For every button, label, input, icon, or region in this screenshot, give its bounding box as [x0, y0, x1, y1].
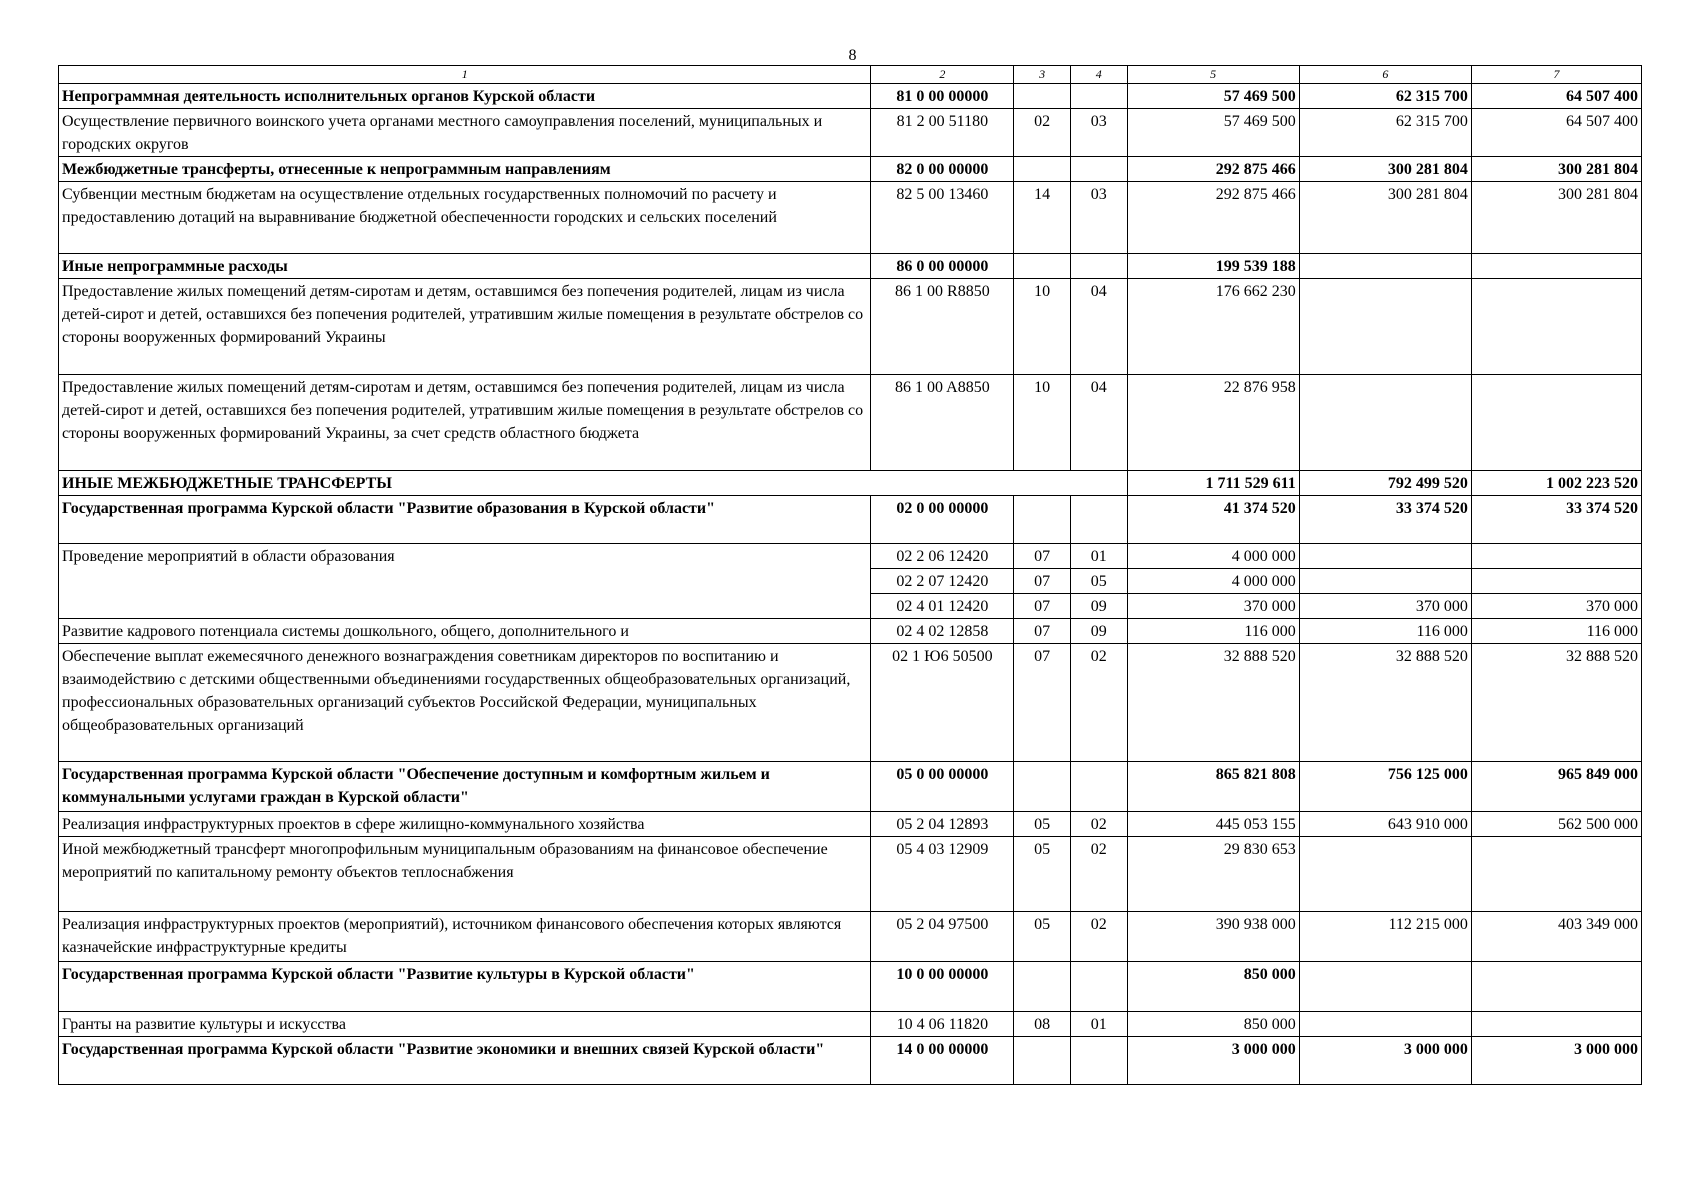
row-value-6: 756 125 000 — [1299, 762, 1471, 812]
row-subsection — [1070, 1037, 1127, 1085]
table-row — [59, 279, 1642, 375]
row-subsection: 02 — [1070, 812, 1127, 837]
row-value-5: 199 539 188 — [1127, 254, 1299, 279]
row-value-6: 300 281 804 — [1299, 157, 1471, 182]
table-row — [59, 1012, 1642, 1037]
row-code: 02 2 06 12420 — [871, 544, 1014, 569]
row-value-7: 300 281 804 — [1471, 157, 1641, 182]
row-section: 05 — [1014, 837, 1071, 912]
row-name: Государственная программа Курской области "Развитие экономики и внешних связей Курской области" — [59, 1037, 871, 1085]
row-value-7 — [1471, 962, 1641, 1012]
row-code: 86 0 00 00000 — [871, 254, 1014, 279]
row-section — [1014, 157, 1071, 182]
row-section — [1014, 496, 1071, 544]
row-subsection: 03 — [1070, 109, 1127, 157]
table-row — [59, 182, 1642, 254]
table-row — [59, 644, 1642, 762]
row-value-5: 22 876 958 — [1127, 375, 1299, 471]
table-row — [59, 619, 1642, 644]
row-subsection: 05 — [1070, 569, 1127, 594]
row-value-5: 292 875 466 — [1127, 182, 1299, 254]
row-subsection: 09 — [1070, 594, 1127, 619]
row-code: 10 0 00 00000 — [871, 962, 1014, 1012]
row-value-5: 370 000 — [1127, 594, 1299, 619]
budget-table — [58, 65, 1642, 1085]
row-name: Предоставление жилых помещений детям-сиротам и детям, оставшимся без попечения родителей, лицам из числа детей-сирот и детей, оставшихся без попечения родителей, утратившим жилые помещения в результате обстрелов со стороны вооруженных формирований Украины, за счет средств областного бюджета — [59, 375, 871, 471]
row-value-7: 33 374 520 — [1471, 496, 1641, 544]
row-value-7 — [1471, 1012, 1641, 1037]
row-code: 05 0 00 00000 — [871, 762, 1014, 812]
row-value-6: 116 000 — [1299, 619, 1471, 644]
row-code: 02 4 02 12858 — [871, 619, 1014, 644]
row-code: 10 4 06 11820 — [871, 1012, 1014, 1037]
row-value-7 — [1471, 254, 1641, 279]
table-row — [59, 84, 1642, 109]
header-row — [59, 66, 1642, 84]
row-section — [1014, 1037, 1071, 1085]
row-code: 81 0 00 00000 — [871, 84, 1014, 109]
section-title: ИНЫЕ МЕЖБЮДЖЕТНЫЕ ТРАНСФЕРТЫ — [59, 471, 1128, 496]
table-row — [59, 157, 1642, 182]
row-subsection — [1070, 962, 1127, 1012]
table-row — [59, 1037, 1642, 1085]
row-value-5: 850 000 — [1127, 1012, 1299, 1037]
table-row — [59, 569, 1642, 594]
row-name: Непрограммная деятельность исполнительных органов Курской области — [59, 84, 871, 109]
row-value-5: 850 000 — [1127, 962, 1299, 1012]
row-name: Реализация инфраструктурных проектов (мероприятий), источником финансового обеспечения которых являются казначейские инфраструктурные кредиты — [59, 912, 871, 962]
row-code: 02 2 07 12420 — [871, 569, 1014, 594]
row-value-5: 4 000 000 — [1127, 569, 1299, 594]
row-value-7: 64 507 400 — [1471, 84, 1641, 109]
row-value-6 — [1299, 254, 1471, 279]
row-value-6 — [1299, 837, 1471, 912]
row-value-5: 4 000 000 — [1127, 544, 1299, 569]
header-cell: 6 — [1299, 66, 1471, 84]
row-value-6: 300 281 804 — [1299, 182, 1471, 254]
row-code: 82 0 00 00000 — [871, 157, 1014, 182]
table-row — [59, 812, 1642, 837]
row-value-7: 64 507 400 — [1471, 109, 1641, 157]
row-value-7: 116 000 — [1471, 619, 1641, 644]
row-subsection — [1070, 84, 1127, 109]
row-value-6: 370 000 — [1299, 594, 1471, 619]
table-row — [59, 109, 1642, 157]
row-value-7: 562 500 000 — [1471, 812, 1641, 837]
row-value-5: 41 374 520 — [1127, 496, 1299, 544]
row-subsection: 02 — [1070, 912, 1127, 962]
row-section — [1014, 962, 1071, 1012]
table-row — [59, 544, 1642, 569]
row-subsection: 04 — [1070, 279, 1127, 375]
table-row — [59, 762, 1642, 812]
row-section: 08 — [1014, 1012, 1071, 1037]
row-code: 02 4 01 12420 — [871, 594, 1014, 619]
row-value-7: 3 000 000 — [1471, 1037, 1641, 1085]
row-code: 81 2 00 51180 — [871, 109, 1014, 157]
row-subsection: 03 — [1070, 182, 1127, 254]
row-section: 07 — [1014, 569, 1071, 594]
row-value-6: 33 374 520 — [1299, 496, 1471, 544]
header-cell: 1 — [59, 66, 871, 84]
row-code: 05 4 03 12909 — [871, 837, 1014, 912]
row-name: Проведение мероприятий в области образования — [59, 544, 871, 569]
row-value-7 — [1471, 837, 1641, 912]
row-value-7 — [1471, 375, 1641, 471]
table-row — [59, 912, 1642, 962]
row-value-6: 62 315 700 — [1299, 84, 1471, 109]
row-value-7: 300 281 804 — [1471, 182, 1641, 254]
row-subsection — [1070, 496, 1127, 544]
section-total-row — [59, 471, 1642, 496]
row-value-6: 3 000 000 — [1299, 1037, 1471, 1085]
row-value-6 — [1299, 375, 1471, 471]
row-value-6: 792 499 520 — [1299, 471, 1471, 496]
table-row — [59, 496, 1642, 544]
header-cell: 2 — [871, 66, 1014, 84]
row-value-7: 965 849 000 — [1471, 762, 1641, 812]
row-value-5: 176 662 230 — [1127, 279, 1299, 375]
row-subsection: 09 — [1070, 619, 1127, 644]
row-subsection — [1070, 762, 1127, 812]
row-name: Межбюджетные трансферты, отнесенные к непрограммным направлениям — [59, 157, 871, 182]
row-value-5: 116 000 — [1127, 619, 1299, 644]
row-value-6: 32 888 520 — [1299, 644, 1471, 762]
row-name: Иной межбюджетный трансферт многопрофильным муниципальным образованиям на финансовое обеспечение мероприятий по капитальному ремонту объектов теплоснабжения — [59, 837, 871, 912]
row-subsection: 01 — [1070, 1012, 1127, 1037]
row-name: Реализация инфраструктурных проектов в сфере жилищно-коммунального хозяйства — [59, 812, 871, 837]
row-section: 07 — [1014, 644, 1071, 762]
row-section: 02 — [1014, 109, 1071, 157]
row-subsection — [1070, 254, 1127, 279]
row-value-5: 292 875 466 — [1127, 157, 1299, 182]
table-row — [59, 962, 1642, 1012]
row-name: Иные непрограммные расходы — [59, 254, 871, 279]
row-value-5: 3 000 000 — [1127, 1037, 1299, 1085]
row-section: 07 — [1014, 594, 1071, 619]
row-value-6 — [1299, 569, 1471, 594]
row-section — [1014, 84, 1071, 109]
row-name: Обеспечение выплат ежемесячного денежного вознаграждения советникам директоров по воспитанию и взаимодействию с детскими общественными объединениями государственных общеобразовательных организаций, профессиональных образовательных организаций субъектов Российской Федерации, муниципальных общеобразовательных организаций — [59, 644, 871, 762]
row-value-6 — [1299, 279, 1471, 375]
row-value-7: 1 002 223 520 — [1471, 471, 1641, 496]
row-name: Государственная программа Курской области "Развитие культуры в Курской области" — [59, 962, 871, 1012]
header-cell: 3 — [1014, 66, 1071, 84]
row-name: Развитие кадрового потенциала системы дошкольного, общего, дополнительного и — [59, 619, 871, 644]
row-value-6 — [1299, 1012, 1471, 1037]
row-value-6: 62 315 700 — [1299, 109, 1471, 157]
row-value-6: 643 910 000 — [1299, 812, 1471, 837]
row-value-6 — [1299, 962, 1471, 1012]
row-subsection: 01 — [1070, 544, 1127, 569]
row-code: 14 0 00 00000 — [871, 1037, 1014, 1085]
row-section: 14 — [1014, 182, 1071, 254]
row-section: 07 — [1014, 619, 1071, 644]
row-code: 05 2 04 97500 — [871, 912, 1014, 962]
row-name: Гранты на развитие культуры и искусства — [59, 1012, 871, 1037]
row-section: 07 — [1014, 544, 1071, 569]
row-subsection: 02 — [1070, 644, 1127, 762]
row-code: 02 1 Ю6 50500 — [871, 644, 1014, 762]
table-row — [59, 375, 1642, 471]
row-value-5: 1 711 529 611 — [1127, 471, 1299, 496]
row-value-5: 32 888 520 — [1127, 644, 1299, 762]
header-cell: 5 — [1127, 66, 1299, 84]
row-value-5: 57 469 500 — [1127, 109, 1299, 157]
row-section: 05 — [1014, 812, 1071, 837]
row-code: 86 1 00 R8850 — [871, 279, 1014, 375]
header-cell: 4 — [1070, 66, 1127, 84]
row-value-6: 112 215 000 — [1299, 912, 1471, 962]
row-name-empty — [59, 569, 871, 594]
row-name: Предоставление жилых помещений детям-сиротам и детям, оставшимся без попечения родителей, лицам из числа детей-сирот и детей, оставшихся без попечения родителей, утратившим жилые помещения в результате обстрелов со стороны вооруженных формирований Украины — [59, 279, 871, 375]
row-value-5: 390 938 000 — [1127, 912, 1299, 962]
row-value-7 — [1471, 279, 1641, 375]
row-value-7 — [1471, 569, 1641, 594]
table-row — [59, 837, 1642, 912]
row-value-7 — [1471, 544, 1641, 569]
row-code: 02 0 00 00000 — [871, 496, 1014, 544]
header-cell: 7 — [1471, 66, 1641, 84]
row-section — [1014, 762, 1071, 812]
row-code: 86 1 00 A8850 — [871, 375, 1014, 471]
row-code: 05 2 04 12893 — [871, 812, 1014, 837]
row-value-5: 865 821 808 — [1127, 762, 1299, 812]
row-section: 10 — [1014, 279, 1071, 375]
row-subsection: 02 — [1070, 837, 1127, 912]
row-value-6 — [1299, 544, 1471, 569]
row-value-5: 445 053 155 — [1127, 812, 1299, 837]
row-value-7: 403 349 000 — [1471, 912, 1641, 962]
row-value-5: 29 830 653 — [1127, 837, 1299, 912]
row-name: Субвенции местным бюджетам на осуществление отдельных государственных полномочий по расчету и предоставлению дотаций на выравнивание бюджетной обеспеченности городских и сельских поселений — [59, 182, 871, 254]
row-section: 10 — [1014, 375, 1071, 471]
table-row — [59, 594, 1642, 619]
row-section: 05 — [1014, 912, 1071, 962]
row-name: Государственная программа Курской области "Развитие образования в Курской области" — [59, 496, 871, 544]
row-code: 82 5 00 13460 — [871, 182, 1014, 254]
table-row — [59, 254, 1642, 279]
row-value-5: 57 469 500 — [1127, 84, 1299, 109]
row-subsection: 04 — [1070, 375, 1127, 471]
row-name: Государственная программа Курской области "Обеспечение доступным и комфортным жильем и коммунальными услугами граждан в Курской области" — [59, 762, 871, 812]
row-subsection — [1070, 157, 1127, 182]
row-value-7: 32 888 520 — [1471, 644, 1641, 762]
row-name: Осуществление первичного воинского учета органами местного самоуправления поселений, муниципальных и городских округов — [59, 109, 871, 157]
row-name-empty — [59, 594, 871, 619]
page-number: 8 — [848, 47, 857, 64]
row-value-7: 370 000 — [1471, 594, 1641, 619]
row-section — [1014, 254, 1071, 279]
